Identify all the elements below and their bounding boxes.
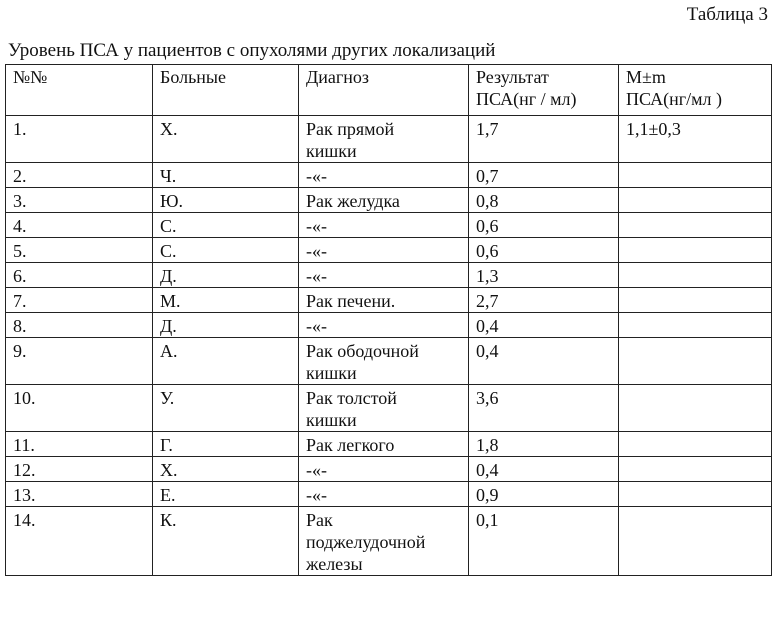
cell-patient-text: Д.: [160, 316, 177, 336]
cell-diagnosis-text: -«-: [306, 485, 327, 505]
cell-diagnosis-text: -«-: [306, 266, 327, 286]
cell-number-text: 4.: [13, 216, 27, 236]
cell-number-text: 10.: [13, 388, 36, 408]
cell-mean: [619, 432, 772, 457]
cell-diagnosis: [299, 507, 469, 576]
cell-result: [469, 213, 619, 238]
cell-diagnosis-text: Рак печени.: [306, 291, 396, 311]
cell-diagnosis-text: -«-: [306, 241, 327, 261]
cell-diagnosis: [299, 482, 469, 507]
cell-mean: [619, 338, 772, 385]
cell-diagnosis-text: Рак ободочной кишки: [306, 341, 419, 383]
cell-result-text: 0,8: [476, 191, 499, 211]
header-diagnosis-text: Диагноз: [306, 67, 370, 87]
table-label: Таблица 3: [686, 4, 768, 25]
cell-number-text: 1.: [13, 119, 27, 139]
cell-number: [6, 385, 153, 432]
cell-patient: [153, 338, 299, 385]
cell-number-text: 14.: [13, 510, 36, 530]
cell-mean: [619, 313, 772, 338]
table-row: [6, 507, 772, 576]
cell-number-text: 9.: [13, 341, 27, 361]
cell-result-text: 1,3: [476, 266, 499, 286]
cell-result-text: 0,4: [476, 460, 499, 480]
cell-result-text: 2,7: [476, 291, 499, 311]
cell-patient: [153, 238, 299, 263]
cell-patient: [153, 432, 299, 457]
cell-diagnosis-text: Рак желудка: [306, 191, 400, 211]
cell-number-text: 3.: [13, 191, 27, 211]
cell-diagnosis: [299, 238, 469, 263]
cell-patient: [153, 288, 299, 313]
cell-patient: [153, 507, 299, 576]
table-row: [6, 313, 772, 338]
cell-result: [469, 482, 619, 507]
cell-patient-text: Д.: [160, 266, 177, 286]
cell-result: [469, 238, 619, 263]
header-result: [469, 65, 619, 116]
cell-patient-text: С.: [160, 241, 177, 261]
cell-result: [469, 432, 619, 457]
cell-patient: [153, 213, 299, 238]
cell-number: [6, 163, 153, 188]
cell-mean: [619, 213, 772, 238]
table-row: [6, 482, 772, 507]
table-row: [6, 163, 772, 188]
header-result-text: Результат ПСА(нг / мл): [476, 67, 577, 109]
cell-result: [469, 188, 619, 213]
table-row: [6, 116, 772, 163]
cell-diagnosis-text: -«-: [306, 166, 327, 186]
cell-result-text: 0,6: [476, 241, 499, 261]
cell-result: [469, 338, 619, 385]
cell-number: [6, 338, 153, 385]
table-row: [6, 213, 772, 238]
cell-number: [6, 213, 153, 238]
cell-number: [6, 482, 153, 507]
table-header-row: [6, 65, 772, 116]
header-number: [6, 65, 153, 116]
cell-diagnosis: [299, 163, 469, 188]
cell-patient-text: М.: [160, 291, 181, 311]
cell-result-text: 0,1: [476, 510, 499, 530]
header-patients-text: Больные: [160, 67, 227, 87]
cell-diagnosis: [299, 213, 469, 238]
cell-result: [469, 163, 619, 188]
cell-patient-text: С.: [160, 216, 177, 236]
cell-result-text: 0,4: [476, 341, 499, 361]
cell-number-text: 5.: [13, 241, 27, 261]
cell-result: [469, 263, 619, 288]
cell-number: [6, 238, 153, 263]
cell-number-text: 12.: [13, 460, 36, 480]
cell-patient: [153, 457, 299, 482]
table-row: [6, 263, 772, 288]
cell-patient: [153, 163, 299, 188]
cell-mean: [619, 288, 772, 313]
table-row: [6, 238, 772, 263]
cell-diagnosis: [299, 263, 469, 288]
cell-patient: [153, 116, 299, 163]
cell-patient-text: А.: [160, 341, 178, 361]
cell-diagnosis-text: -«-: [306, 460, 327, 480]
cell-number: [6, 188, 153, 213]
table-row: [6, 432, 772, 457]
cell-result: [469, 457, 619, 482]
cell-result-text: 0,9: [476, 485, 499, 505]
cell-diagnosis-text: Рак легкого: [306, 435, 395, 455]
psa-table: [5, 64, 772, 576]
header-number-text: №№: [13, 67, 48, 87]
table-row: [6, 385, 772, 432]
table-caption: Уровень ПСА у пациентов с опухолями других локализаций: [8, 40, 496, 61]
cell-patient-text: К.: [160, 510, 177, 530]
cell-result: [469, 313, 619, 338]
cell-number-text: 8.: [13, 316, 27, 336]
cell-number: [6, 507, 153, 576]
cell-result-text: 0,6: [476, 216, 499, 236]
cell-patient: [153, 385, 299, 432]
header-mean: [619, 65, 772, 116]
cell-number-text: 2.: [13, 166, 27, 186]
cell-diagnosis-text: -«-: [306, 316, 327, 336]
cell-mean-text: 1,1±0,3: [626, 119, 681, 139]
cell-mean: [619, 263, 772, 288]
cell-result: [469, 116, 619, 163]
cell-result-text: 1,8: [476, 435, 499, 455]
cell-diagnosis: [299, 385, 469, 432]
cell-number: [6, 313, 153, 338]
cell-mean: [619, 188, 772, 213]
cell-number: [6, 116, 153, 163]
cell-diagnosis-text: Рак прямой кишки: [306, 119, 395, 161]
cell-patient-text: Ч.: [160, 166, 177, 186]
header-patients: [153, 65, 299, 116]
cell-number-text: 11.: [13, 435, 35, 455]
table-row: [6, 338, 772, 385]
cell-patient: [153, 313, 299, 338]
cell-patient: [153, 188, 299, 213]
cell-diagnosis: [299, 116, 469, 163]
cell-diagnosis-text: Рак толстой кишки: [306, 388, 397, 430]
cell-patient-text: У.: [160, 388, 175, 408]
cell-number: [6, 288, 153, 313]
cell-mean: [619, 116, 772, 163]
cell-patient-text: Г.: [160, 435, 173, 455]
table-row: [6, 188, 772, 213]
cell-mean: [619, 163, 772, 188]
cell-diagnosis: [299, 432, 469, 457]
cell-patient: [153, 482, 299, 507]
header-diagnosis: [299, 65, 469, 116]
cell-number-text: 6.: [13, 266, 27, 286]
cell-diagnosis: [299, 188, 469, 213]
cell-diagnosis: [299, 457, 469, 482]
cell-patient: [153, 263, 299, 288]
table-row: [6, 457, 772, 482]
cell-result: [469, 507, 619, 576]
cell-diagnosis: [299, 288, 469, 313]
cell-number-text: 13.: [13, 485, 36, 505]
cell-patient-text: Х.: [160, 119, 178, 139]
cell-result-text: 0,4: [476, 316, 499, 336]
cell-number: [6, 432, 153, 457]
cell-mean: [619, 482, 772, 507]
cell-diagnosis-text: -«-: [306, 216, 327, 236]
cell-patient-text: Ю.: [160, 191, 184, 211]
cell-mean: [619, 238, 772, 263]
cell-patient-text: Е.: [160, 485, 176, 505]
table-row: [6, 288, 772, 313]
header-mean-text: M±m ПСА(нг/мл ): [626, 67, 722, 109]
cell-result-text: 1,7: [476, 119, 499, 139]
cell-result-text: 0,7: [476, 166, 499, 186]
cell-mean: [619, 457, 772, 482]
cell-number: [6, 457, 153, 482]
cell-diagnosis: [299, 313, 469, 338]
cell-result-text: 3,6: [476, 388, 499, 408]
cell-diagnosis-text: Рак поджелудочной железы: [306, 510, 426, 574]
cell-number-text: 7.: [13, 291, 27, 311]
cell-diagnosis: [299, 338, 469, 385]
cell-result: [469, 385, 619, 432]
cell-patient-text: Х.: [160, 460, 178, 480]
cell-mean: [619, 507, 772, 576]
cell-result: [469, 288, 619, 313]
cell-number: [6, 263, 153, 288]
cell-mean: [619, 385, 772, 432]
table-body: [6, 116, 772, 576]
